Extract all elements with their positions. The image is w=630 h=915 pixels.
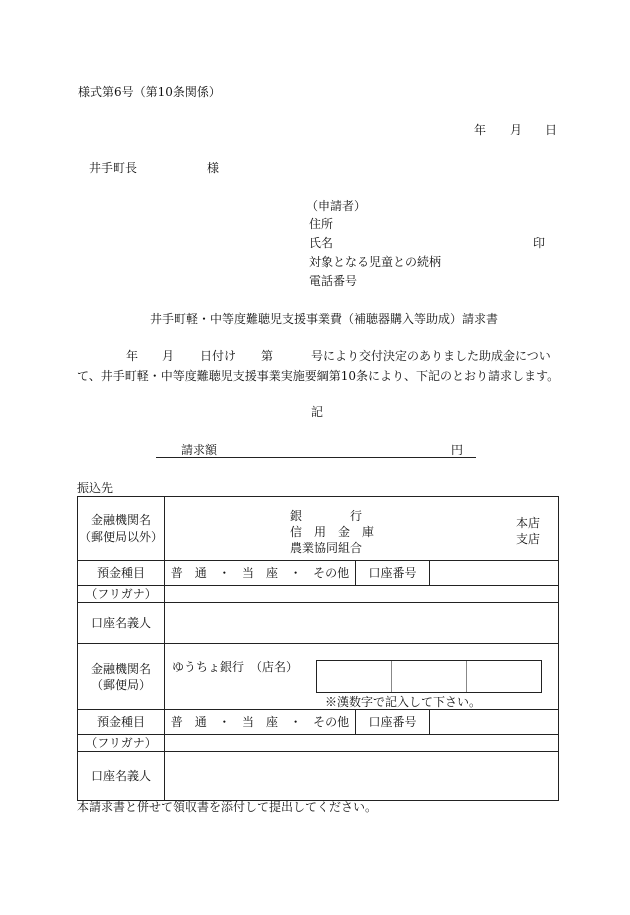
post-holder-row xyxy=(78,752,559,801)
footer-note: 本請求書と併せて領収書を添付して提出してください。 xyxy=(77,800,378,814)
post-label-line2: （郵便局） xyxy=(90,677,151,692)
date-day: 日 xyxy=(545,123,558,137)
holder-label: 口座名義人 xyxy=(78,603,165,644)
bank-label-cell xyxy=(78,497,165,561)
holder-field[interactable] xyxy=(165,603,559,644)
body-month: 月 xyxy=(162,349,175,363)
branch-list xyxy=(516,515,540,547)
body-no-prefix: 第 xyxy=(261,349,274,363)
claim-unit: 円 xyxy=(451,443,464,457)
bank-row xyxy=(78,497,559,561)
post-label-line1: 金融機関名 xyxy=(90,661,151,676)
post-furigana-row xyxy=(78,735,559,752)
account-number-field[interactable] xyxy=(430,561,558,585)
bank-input-cell[interactable] xyxy=(165,497,559,561)
post-deposit-option-separator: ・ xyxy=(218,715,231,730)
body-line2: て、井手町軽・中等度難聴児支援事業実施要綱第10条により、下記のとおり請求します。 xyxy=(77,369,560,383)
branch-shiten: 支店 xyxy=(515,532,540,546)
deposit-option-toza[interactable]: 当 座 xyxy=(241,565,278,580)
deposit-type-options[interactable] xyxy=(165,565,355,581)
post-holder-field[interactable] xyxy=(165,752,559,801)
body-date-suffix: 日付け xyxy=(200,349,237,363)
body-year: 年 xyxy=(126,349,139,363)
furigana-row xyxy=(78,586,559,603)
bank-label-line1: 金融機関名 xyxy=(90,513,151,528)
holder-row xyxy=(78,603,559,644)
deposit-option-futsu[interactable]: 普 通 xyxy=(170,565,207,580)
post-deposit-cell xyxy=(165,710,559,735)
post-furigana-field[interactable] xyxy=(165,735,559,752)
claim-underline xyxy=(156,457,476,458)
bank-type-shinkin: 信 用 金 庫 xyxy=(290,525,375,539)
applicant-heading: （申請者） xyxy=(306,199,367,213)
transfer-table xyxy=(77,496,559,801)
post-deposit-option-toza[interactable]: 当 座 xyxy=(241,715,278,730)
deposit-cell xyxy=(165,561,559,586)
post-label-cell xyxy=(78,644,165,710)
bank-type-ginko: 銀 行 xyxy=(290,509,363,523)
deposit-row xyxy=(78,561,559,586)
post-deposit-option-separator: ・ xyxy=(289,715,302,730)
furigana-label: （フリガナ） xyxy=(78,586,165,603)
applicant-name: 氏名 xyxy=(309,236,334,250)
form-number: 様式第6号（第10条関係） xyxy=(78,85,221,99)
branch-honten: 本店 xyxy=(515,516,540,530)
post-input-cell xyxy=(165,644,559,710)
post-deposit-type-options[interactable] xyxy=(165,714,355,730)
store-name-box[interactable] xyxy=(467,661,541,692)
claim-label: 請求額 xyxy=(181,443,218,457)
applicant-phone: 電話番号 xyxy=(309,274,358,288)
post-account-number-field[interactable] xyxy=(430,710,558,734)
document-title: 井手町軽・中等度難聴児支援事業費（補聴器購入等助成）請求書 xyxy=(150,312,499,326)
date-month: 月 xyxy=(510,123,523,137)
store-name-box[interactable] xyxy=(392,661,467,692)
deposit-option-separator: ・ xyxy=(218,565,231,580)
kanji-numeral-note: ※漢数字で記入して下さい。 xyxy=(325,695,482,710)
transfer-heading: 振込先 xyxy=(77,481,114,495)
seal-mark: 印 xyxy=(533,236,546,250)
post-deposit-label: 預金種目 xyxy=(78,710,165,735)
store-name-box[interactable] xyxy=(317,661,392,692)
deposit-option-separator: ・ xyxy=(289,565,302,580)
bank-type-nokyo: 農業協同組合 xyxy=(290,541,363,555)
addressee-name: 井手町長 xyxy=(89,161,138,175)
deposit-option-other[interactable]: その他 xyxy=(313,565,350,580)
post-deposit-option-other[interactable]: その他 xyxy=(313,715,350,730)
post-deposit-row xyxy=(78,710,559,735)
deposit-label: 預金種目 xyxy=(78,561,165,586)
post-bank-name: ゆうちょ銀行 （店名） xyxy=(172,660,299,675)
addressee-honorific: 様 xyxy=(207,161,220,175)
furigana-field[interactable] xyxy=(165,586,559,603)
post-holder-label: 口座名義人 xyxy=(78,752,165,801)
store-name-boxes[interactable] xyxy=(316,660,542,693)
applicant-address: 住所 xyxy=(309,217,334,231)
applicant-relation: 対象となる児童との続柄 xyxy=(309,255,442,269)
ki-mark: 記 xyxy=(311,405,324,419)
account-number-label: 口座番号 xyxy=(355,561,430,585)
bank-label-line2: （郵便局以外） xyxy=(78,529,163,544)
post-account-number-label: 口座番号 xyxy=(355,710,430,734)
body-line1-rest: 号により交付決定のありました助成金につい xyxy=(311,349,551,363)
post-bank-row xyxy=(78,644,559,710)
bank-type-list xyxy=(290,508,374,556)
post-deposit-option-futsu[interactable]: 普 通 xyxy=(170,715,207,730)
post-furigana-label: （フリガナ） xyxy=(78,735,165,752)
date-year: 年 xyxy=(474,123,487,137)
